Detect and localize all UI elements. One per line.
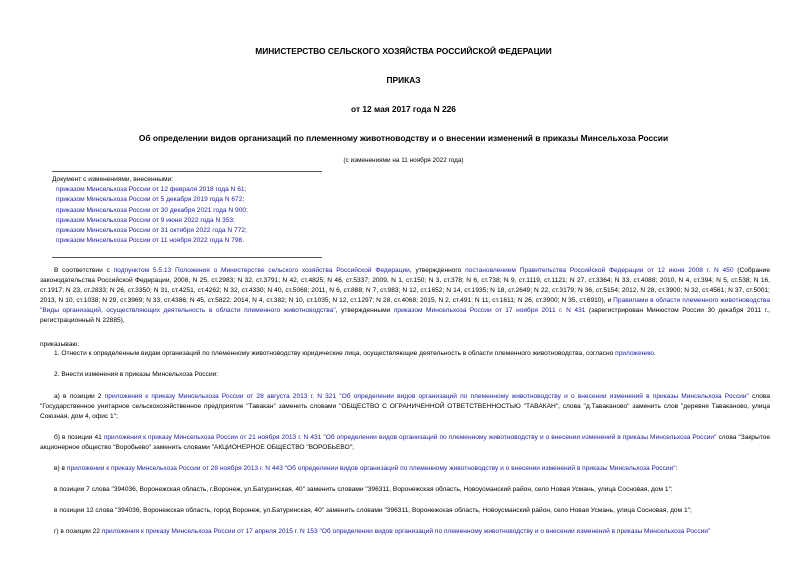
- text: (зарегистрирован Минюстом России 30 декабря 2011 г., регистрационный N 22885),: [40, 307, 770, 324]
- text: .: [653, 350, 656, 357]
- order-321-link[interactable]: приложения к приказу Минсельхоза России от 28 августа 2013 г. N 321 "Об определении видов организаций по племенному животноводству и о внесении изменений в приказы Минсельхоза России": [104, 393, 749, 400]
- order-431-2013-link[interactable]: приложения к приказу Минсельхоза России от 21 ноября 2013 г. N 431 "Об определении видов организаций по племенному животноводству и о внесении изменений в приказы Минсельхоза России": [103, 434, 717, 441]
- text: а) в позиции 2: [54, 393, 105, 400]
- item-2a: [40, 392, 770, 422]
- changes-note: (с изменениями на 11 ноября 2022 года): [343, 157, 464, 164]
- government-decree-link[interactable]: постановлением Правительства Российской Федерации от 12 июня 2008 г. N 450: [465, 267, 734, 274]
- item-2b: [40, 433, 770, 453]
- doc-title: Об определении видов организаций по племенному животноводству и о внесении изменений в приказы Минсельхоза России: [138, 133, 669, 143]
- text: слова "Закрытое акционерное общество "Воробьево" заменить словами "АКЦИОНЕРНОЕ ОБЩЕСТВО "ВОРОБЬЕВО";: [40, 434, 770, 451]
- text: 1. Отнести к определенным видам организаций по племенному животноводству юридические лица, осуществляющие деятельность в области племенного животноводства, согласно: [54, 350, 616, 357]
- amendment-link[interactable]: приказом Минсельхоза России от 5 декабря 2019 года N 672;: [56, 196, 245, 204]
- preamble-paragraph: [40, 266, 770, 326]
- text: , утвержденными: [335, 307, 394, 314]
- doc-type: ПРИКАЗ: [386, 75, 421, 85]
- divider-bottom: [52, 257, 322, 258]
- rules-link[interactable]: Правилами в области племенного животноводства "Виды организаций, осуществляющих деятельность в области племенного животноводства": [40, 297, 770, 314]
- regulation-link[interactable]: подпунктом 5.5.13 Положения о Министерстве сельского хозяйства Российской Федерации: [113, 267, 410, 274]
- text: , утвержденного: [409, 267, 466, 274]
- text: г) в позиции 22: [54, 528, 102, 535]
- item-2c-position-7: в позиции 7 слова "394036, Воронежская область, г.Воронеж, ул.Батуринская, 40" заменить словами "396311, Воронежская область, Новоусманский район, село Новая Усмань, улица Сосновая, дом 1";: [54, 486, 673, 493]
- amendments-heading: Документ с изменениями, внесенными:: [52, 176, 174, 183]
- amendment-link[interactable]: приказом Минсельхоза России от 30 декабря 2021 года N 900;: [56, 206, 248, 214]
- order-431-link[interactable]: приказом Минсельхоза России от 17 ноября 2011 г. N 431: [393, 307, 586, 314]
- amendment-link[interactable]: приказом Минсельхоза России от 11 ноября 2022 года N 798.: [56, 237, 245, 245]
- order-443-link[interactable]: приложении к приказу Минсельхоза России от 28 ноября 2013 г. N 443 "Об определении видов организаций по племенному животноводству и о внесении изменений в приказы Минсельхоза России": [66, 465, 676, 472]
- order-word: приказываю:: [40, 341, 80, 348]
- ministry-heading: МИНИСТЕРСТВО СЕЛЬСКОГО ХОЗЯЙСТВА РОССИЙСКОЙ ФЕДЕРАЦИИ: [255, 46, 552, 56]
- amendment-link[interactable]: приказом Минсельхоза России от 31 октября 2022 года N 772;: [56, 227, 247, 235]
- text: В соответствии с: [54, 267, 114, 274]
- doc-date: от 12 мая 2017 года N 226: [351, 104, 456, 114]
- order-153-link[interactable]: приложения к приказу Минсельхоза России от 17 апреля 2015 г. N 153 "Об определении видов организаций по племенному животноводству и о внесении изменений в приказы Минсельхоза России": [101, 528, 711, 535]
- text: б) в позиции 41: [54, 434, 104, 441]
- amendment-link[interactable]: приказом Минсельхоза России от 12 февраля 2018 года N 61;: [56, 186, 247, 194]
- item-2c: [40, 464, 770, 474]
- appendix-link[interactable]: приложению: [615, 350, 654, 357]
- amendments-block: [52, 175, 332, 246]
- item-1: [40, 349, 784, 359]
- amendment-link[interactable]: приказом Минсельхоза России от 9 июня 2022 года N 353;: [56, 216, 235, 224]
- text: слова "Государственное унитарное сельскохозяйственное предприятие "Тавакан" заменить словами "ОБЩЕСТВО С ОГРАНИЧЕННОЙ ОТВЕТСТВЕННОСТЬЮ "ТАВАКАН", слова "д.Таваканово" заменить слов "деревня Таваканово, улица Союзная, дом 4, офис 1";: [40, 393, 770, 420]
- text: :: [675, 465, 678, 472]
- divider-top: [52, 171, 322, 172]
- text: (Собрание законодательства Российской Федерации, 2008, N 25, ст.2983; N 32, ст.3791; N 42, ст.4825; N 46, ст.5337; 2009, N 1, ст.150; N 3, ст.378; N 6, ст.738; N 9, ст.1119, ст.1121; N 27, ст.3364; N 33, ст.4088; 2010, N 4, ст.394; N 5, ст.538; N 16, ст.1917; N 23, ст.2833; N 26, ст.3350; N 31, ст.4251, ст.4262; N 32, ст.4330; N 40, ст.5068; 2011, N 6, ст.888; N 7, ст.983; N 12, ст.1652; N 14, ст.1935; N 18, ст.2649; N 22, ст.3179; N 36, ст.5154; 2012, N 28, ст.3900; N 32, ст.4561; N 37, ст.5001; 2013, N 10, ст.1038; N 29, ст.3969; N 33, ст.4386; N 45, ст.5822; 2014, N 4, ст.382; N 10, ст.1035; N 12, ст.1297; N 28, ст.4068; 2015, N 2, ст.491; N 11, ст.1611; N 26, ст.3900; N 35, ст.6910), и: [40, 267, 771, 304]
- item-2d: [40, 527, 770, 537]
- text: в) в: [54, 465, 67, 472]
- item-2: 2. Внести изменения в приказы Минсельхоза России:: [54, 371, 219, 378]
- item-2c-position-12: в позиции 12 слова "394036, Воронежская область, город Воронеж, ул.Батуринская, 40" заменить словами "396311, Воронежская область, Новоусманский район, село Новая Усмань, улица Сосновая, дом 1";: [54, 507, 692, 514]
